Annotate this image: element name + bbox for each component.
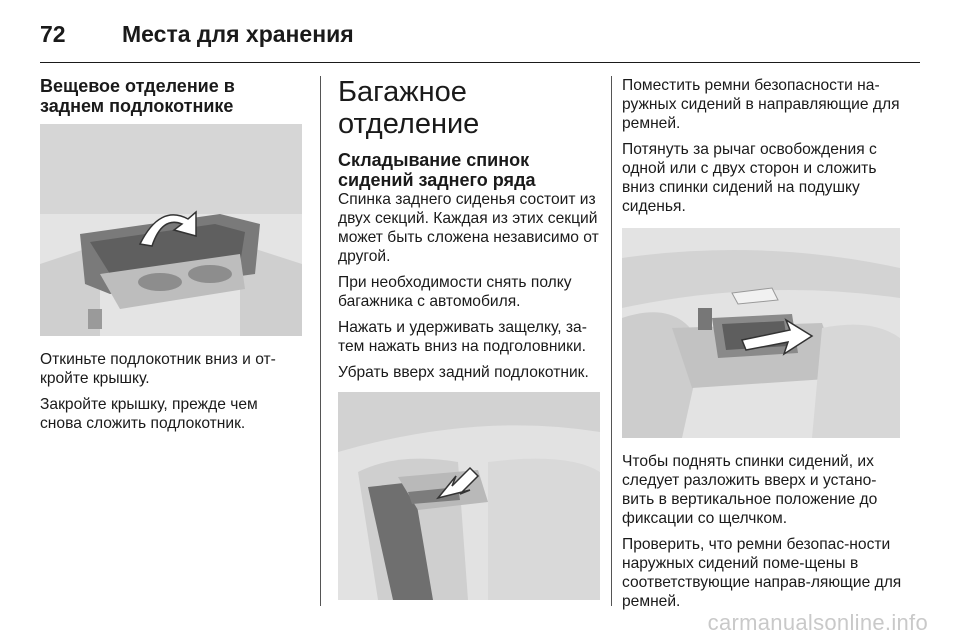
luggage-para-3: Нажать и удерживать защелку, за-тем нажать вниз на подголовники.: [338, 319, 587, 355]
seat-para-4: Проверить, что ремни безопас-ности наружных сидений поме-щены в соответствующие направ-ляющие для ремней.: [622, 536, 902, 610]
luggage-para-2: При необходимости снять полку багажника с автомобиля.: [338, 274, 572, 310]
fold-seats-heading: Складывание спинок сидений заднего ряда: [338, 150, 536, 190]
luggage-para-4: Убрать вверх задний подлокотник.: [338, 364, 589, 381]
column-armrest-storage: [40, 76, 302, 612]
armrest-step-2: Закройте крышку, прежде чем снова сложить подлокотник.: [40, 396, 258, 432]
seat-para-3: Чтобы поднять спинки сидений, их следует разложить вверх и устано-вить в вертикальное положение до фиксации со щелчком.: [622, 453, 878, 527]
column-divider-2: [611, 76, 612, 606]
luggage-para-1: Спинка заднего сиденья состоит из двух секций. Каждая из этих секций может быть сложена независимо от другой.: [338, 191, 599, 265]
headrest-latch-illustration: [338, 392, 600, 600]
column-divider-1: [320, 76, 321, 606]
column-luggage: [338, 76, 602, 612]
release-lever-illustration: [622, 228, 900, 438]
column-seat-folding: [622, 76, 902, 612]
section-title: Места для хранения: [122, 20, 354, 47]
armrest-illustration: [40, 124, 302, 336]
luggage-title: Багажное отделение: [338, 76, 480, 140]
seat-para-1: Поместить ремни безопасности на-ружных сидений в направляющие для ремней.: [622, 77, 900, 132]
header-divider: [40, 62, 920, 63]
watermark: carmanualsonline.info: [707, 610, 928, 635]
page-header: [40, 14, 920, 54]
armrest-step-1: Откиньте подлокотник вниз и от-кройте крышку.: [40, 351, 276, 387]
page-number: 72: [40, 20, 66, 47]
seat-para-2: Потянуть за рычаг освобождения с одной или с двух сторон и сложить вниз спинки сидений на подушку сиденья.: [622, 141, 877, 215]
armrest-storage-heading: Вещевое отделение в заднем подлокотнике: [40, 76, 235, 116]
